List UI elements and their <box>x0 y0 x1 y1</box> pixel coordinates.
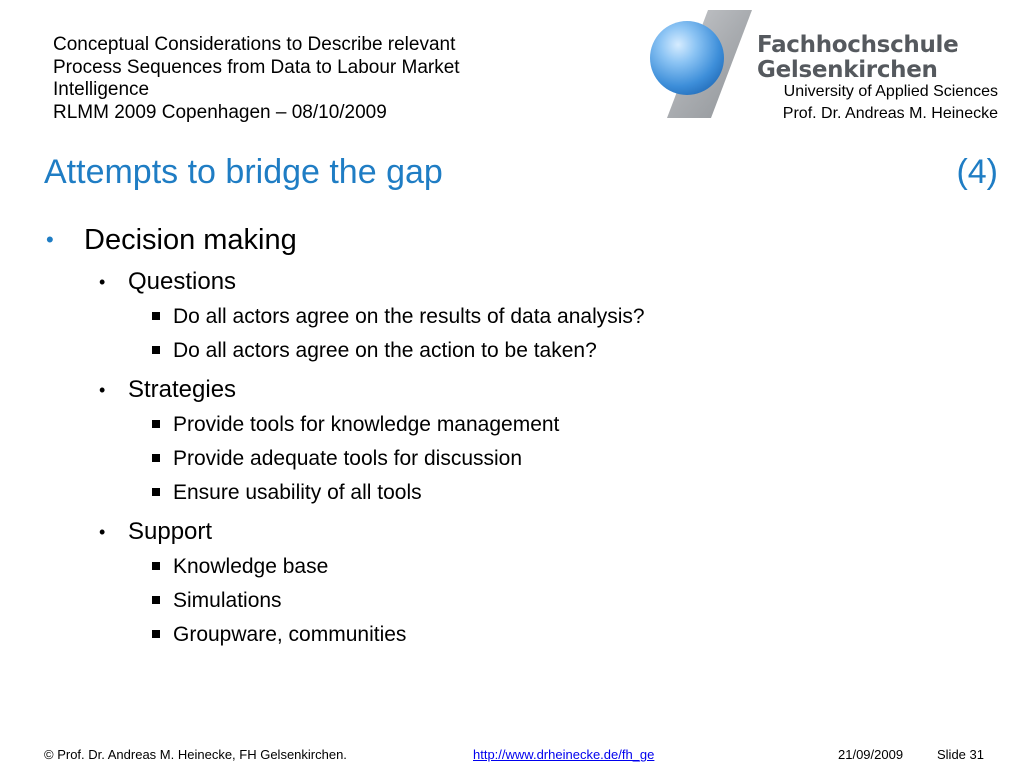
footer-date: 21/09/2009 <box>838 747 904 762</box>
list-item-text: Provide adequate tools for discussion <box>173 447 523 470</box>
square-bullet-icon <box>152 596 160 604</box>
list-item <box>44 476 984 510</box>
square-bullet-icon <box>152 346 160 354</box>
bullet-text: Decision making <box>84 224 297 256</box>
list-item-text: Ensure usability of all tools <box>173 481 422 504</box>
header-line-4: RLMM 2009 Copenhagen – 08/10/2009 <box>53 101 387 123</box>
slide-footer <box>0 745 1024 765</box>
group-questions <box>44 264 984 368</box>
sub-bullet-support <box>44 514 984 550</box>
logo-wordmark <box>757 33 958 83</box>
slide-part-number: (4) <box>956 153 998 191</box>
slide-body <box>44 220 984 652</box>
sub-bullet-text: Strategies <box>128 376 237 403</box>
list-item-text: Groupware, communities <box>173 623 407 646</box>
bullet-dot-icon: • <box>46 227 54 252</box>
list-item-text: Do all actors agree on the results of data analysis? <box>173 305 645 328</box>
square-bullet-icon <box>152 312 160 320</box>
list-item <box>44 584 984 618</box>
logo-sphere-shape <box>650 21 724 95</box>
footer-slide-number: Slide 31 <box>937 747 984 762</box>
list-item <box>44 442 984 476</box>
list-item <box>44 550 984 584</box>
list-item <box>44 618 984 652</box>
list-item-text: Simulations <box>173 589 282 612</box>
list-item <box>44 408 984 442</box>
header-line-3: Intelligence <box>53 79 150 100</box>
sub-bullet-strategies <box>44 372 984 408</box>
bullet-decision-making <box>44 220 984 260</box>
bullet-dot-icon: • <box>99 380 106 400</box>
university-subtitle: University of Applied Sciences <box>783 83 998 100</box>
sub-bullet-text: Questions <box>128 268 237 295</box>
logo-line-1: Fachhochschule <box>757 32 959 58</box>
square-bullet-icon <box>152 630 160 638</box>
list-item-text: Knowledge base <box>173 555 329 578</box>
university-info <box>783 81 998 125</box>
group-strategies <box>44 372 984 510</box>
sub-bullet-questions <box>44 264 984 300</box>
header-line-2: Process Sequences from Data to Labour Market <box>53 56 460 78</box>
presentation-header <box>53 34 613 124</box>
header-line-1: Conceptual Considerations to Describe relevant <box>53 34 456 55</box>
footer-website-link[interactable]: http://www.drheinecke.de/fh_ge <box>473 747 655 762</box>
list-item <box>44 334 984 368</box>
author-name: Prof. Dr. Andreas M. Heinecke <box>782 105 998 122</box>
sub-bullet-text: Support <box>128 518 213 545</box>
logo-line-2: Gelsenkirchen <box>757 57 938 83</box>
list-item <box>44 300 984 334</box>
square-bullet-icon <box>152 488 160 496</box>
square-bullet-icon <box>152 562 160 570</box>
list-item-text: Do all actors agree on the action to be taken? <box>173 339 597 362</box>
square-bullet-icon <box>152 454 160 462</box>
square-bullet-icon <box>152 420 160 428</box>
group-support <box>44 514 984 652</box>
slide-title: Attempts to bridge the gap <box>44 153 443 191</box>
footer-copyright: © Prof. Dr. Andreas M. Heinecke, FH Gelsenkirchen. <box>44 747 347 762</box>
bullet-dot-icon: • <box>99 522 106 542</box>
bullet-dot-icon: • <box>99 272 106 292</box>
list-item-text: Provide tools for knowledge management <box>173 413 560 436</box>
